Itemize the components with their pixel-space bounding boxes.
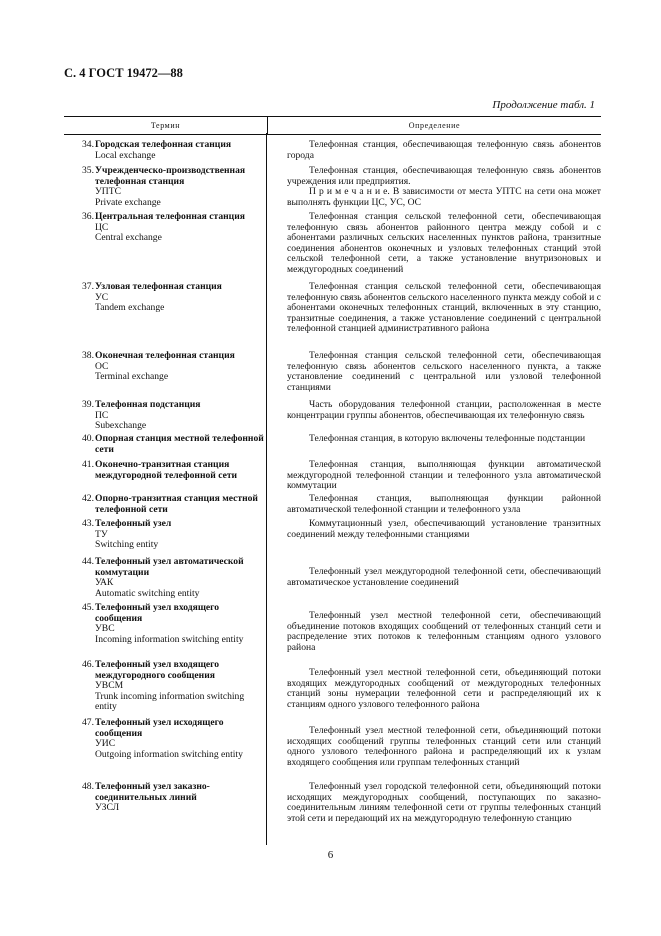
definition-cell	[267, 718, 601, 768]
term-number: 45.	[82, 602, 94, 613]
column-header-term: Термин	[64, 117, 268, 134]
term-name: Телефонный узел входящего сообщения	[95, 602, 220, 624]
term-number: 37.	[82, 281, 94, 292]
term-english: Incoming information switching entity	[95, 633, 244, 645]
definition-cell	[267, 434, 601, 455]
definition-text: Телефонная станция, в которую включены телефонные подстанции	[309, 433, 586, 444]
table-row	[64, 660, 601, 713]
term-cell	[64, 603, 267, 653]
term-name: Телефонный узел исходящего сообщения	[95, 717, 224, 739]
term-number: 42.	[82, 493, 94, 504]
term-cell	[64, 718, 267, 768]
term-number: 47.	[82, 717, 94, 728]
definition-cell	[267, 660, 601, 713]
table-row	[64, 718, 601, 768]
term-number: 48.	[82, 781, 94, 792]
table-row	[64, 782, 601, 824]
definition-cell	[267, 557, 601, 599]
term-name: Центральная телефонная станция	[95, 211, 245, 222]
definition-cell	[267, 212, 601, 276]
definition-text: Телефонная станция сельской телефонной сети, обеспечивающая телефонную связь абонентов сельского населенного пункта между собой и с абонентами оконечных телефонных станций, включенных в эту станцию, транзитные соединения, а также установление соединений с центральной телефонной станцией административного района	[287, 281, 601, 335]
table-row	[64, 434, 601, 455]
term-abbreviation: ЦС	[95, 221, 109, 233]
term-cell	[64, 212, 267, 276]
term-abbreviation: ОС	[95, 360, 109, 372]
term-number: 46.	[82, 659, 94, 670]
term-abbreviation: УПТС	[95, 186, 121, 198]
term-name: Телефонная подстанция	[95, 399, 201, 410]
term-number: 40.	[82, 433, 94, 444]
term-english: Terminal exchange	[95, 371, 169, 383]
term-number: 41.	[82, 459, 94, 470]
term-english: Subexchange	[95, 420, 147, 432]
term-name: Опорно-транзитная станция местной телефонной сети	[95, 493, 258, 515]
term-name: Учрежденческо-производственная телефонная станция	[95, 165, 246, 187]
definition-cell	[267, 351, 601, 393]
term-number: 39.	[82, 399, 94, 410]
table-header	[64, 116, 601, 135]
term-english: Automatic switching entity	[95, 587, 200, 599]
term-english: Central exchange	[95, 232, 162, 244]
definition-cell	[267, 166, 601, 208]
terms-table	[64, 116, 601, 135]
table-row	[64, 140, 601, 161]
term-english: Tandem exchange	[95, 302, 165, 314]
table-row	[64, 557, 601, 599]
term-cell	[64, 519, 267, 551]
term-name: Городская телефонная станция	[95, 139, 232, 150]
table-row	[64, 166, 601, 208]
term-name: Оконечная телефонная станция	[95, 350, 235, 361]
term-abbreviation: УВС	[95, 623, 115, 635]
table-row	[64, 603, 601, 653]
term-abbreviation: УЗСЛ	[95, 802, 120, 814]
term-abbreviation: УС	[95, 291, 109, 303]
table-row	[64, 282, 601, 335]
term-name: Телефонный узел автоматической коммутации	[95, 556, 244, 578]
definition-cell	[267, 603, 601, 653]
term-abbreviation: УВСМ	[95, 680, 124, 692]
term-english: Outgoing information switching entity	[95, 748, 243, 760]
term-abbreviation: УИС	[95, 738, 116, 750]
definition-cell	[267, 519, 601, 551]
table-row	[64, 494, 601, 515]
column-header-definition: Определение	[408, 121, 461, 130]
definition-text: Телефонный узел междугородной телефонной сети, обеспечивающий автоматическое установление соединений	[287, 566, 601, 588]
document-header: С. 4 ГОСТ 19472—88	[64, 66, 183, 80]
term-cell	[64, 434, 267, 455]
definition-text: Телефонная станция сельской телефонной сети, обеспечивающая телефонную связь абонентов сельского населенного пункта, а также установление соединений с центральной или узловой телефонной станциями	[287, 350, 601, 393]
term-name: Узловая телефонная станция	[95, 281, 222, 292]
term-cell	[64, 166, 267, 208]
definition-text: Часть оборудования телефонной станции, расположенная в месте концентрации группы абонентов, обеспечивающая их телефонную связь	[287, 399, 601, 421]
term-name: Телефонный узел входящего междугородного сообщения	[95, 659, 220, 681]
term-cell	[64, 400, 267, 432]
definition-cell	[267, 400, 601, 432]
term-cell	[64, 782, 267, 824]
definition-cell	[267, 282, 601, 335]
page-number: 6	[327, 849, 334, 861]
definition-text: Телефонный узел местной телефонной сети, объединяющий потоки исходящих сообщений группы телефонных станций сети или станций одного узлового телефонного района и распределяющий их к узлам входящего сообщения или группам телефонных станций	[287, 725, 601, 768]
term-english: Local exchange	[95, 149, 156, 161]
term-number: 44.	[82, 556, 94, 567]
term-cell	[64, 282, 267, 335]
definition-note: П р и м е ч а н и е. В зависимости от места УПТС на сети она может выполнять функции ЦС, УС, ОС	[287, 186, 601, 208]
definition-text: Телефонная станция, выполняющая функции автоматической междугородной телефонной станции и телефонного узла автоматической коммутации	[287, 459, 601, 492]
term-english: Private exchange	[95, 196, 161, 208]
term-number: 38.	[82, 350, 94, 361]
term-cell	[64, 351, 267, 393]
term-name: Телефонный узел	[95, 518, 172, 529]
table-row	[64, 351, 601, 393]
term-number: 43.	[82, 518, 94, 529]
definition-text: Телефонный узел местной телефонной сети, объединяющий потоки входящих междугородных сообщений от междугородных телефонных станций зоны нумерации телефонной сети и распределяющий их к станциям одного узлового телефонного района	[287, 667, 601, 710]
term-abbreviation: ТУ	[95, 528, 108, 540]
term-cell	[64, 660, 267, 713]
table-row	[64, 400, 601, 432]
table-row	[64, 519, 601, 551]
term-name: Опорная станция местной телефонной сети	[95, 433, 264, 455]
term-abbreviation: ПС	[95, 409, 109, 421]
term-name: Оконечно-транзитная станция междугородной телефонной сети	[95, 459, 238, 481]
definition-cell	[267, 494, 601, 515]
definition-text: Телефонная станция, обеспечивающая телефонную связь абонентов учреждения или предприятия.	[287, 165, 601, 187]
definition-cell	[267, 140, 601, 161]
definition-text: Телефонный узел городской телефонной сети, объединяющий потоки исходящих междугородных сообщений, поступающих по заказно-соединительным линиям телефонной сети от группы телефонных станций этой сети и передающий их на междугородную телефонную станцию	[287, 781, 601, 824]
term-cell	[64, 557, 267, 599]
definition-text: Телефонный узел местной телефонной сети, обеспечивающий объединение потоков входящих сообщений от телефонных станций сети и распределение этих потоков к телефонным станциям одного узлового района	[287, 610, 601, 653]
term-abbreviation: УАК	[95, 577, 114, 589]
term-number: 36.	[82, 211, 94, 222]
definition-text: Коммутационный узел, обеспечивающий установление транзитных соединений между телефонными станциями	[287, 518, 601, 540]
definition-cell	[267, 782, 601, 824]
term-english: Trunk incoming information switching entity	[95, 690, 245, 713]
definition-cell	[267, 460, 601, 492]
table-row	[64, 212, 601, 276]
definition-text: Телефонная станция, выполняющая функции районной автоматической телефонной станции и телефонного узла	[287, 493, 601, 515]
term-name: Телефонный узел заказно-соединительных линий	[95, 781, 210, 803]
term-cell	[64, 494, 267, 515]
term-number: 35.	[82, 165, 94, 176]
term-number: 34.	[82, 139, 94, 150]
term-cell	[64, 460, 267, 492]
table-continuation-label: Продолжение табл. 1	[492, 99, 595, 111]
term-english: Switching entity	[95, 539, 159, 551]
definition-text: Телефонная станция сельской телефонной сети, обеспечивающая телефонную связь абонентов районного центра между собой и с абонентами различных сельских населенных пунктов района, транзитные соединения абонентов оконечных и узловых телефонных станций этой сельской телефонной сети, а также установление внутризоновых и междугородных соединений	[287, 211, 601, 275]
term-cell	[64, 140, 267, 161]
definition-text: Телефонная станция, обеспечивающая телефонную связь абонентов города	[287, 139, 601, 161]
table-row	[64, 460, 601, 492]
